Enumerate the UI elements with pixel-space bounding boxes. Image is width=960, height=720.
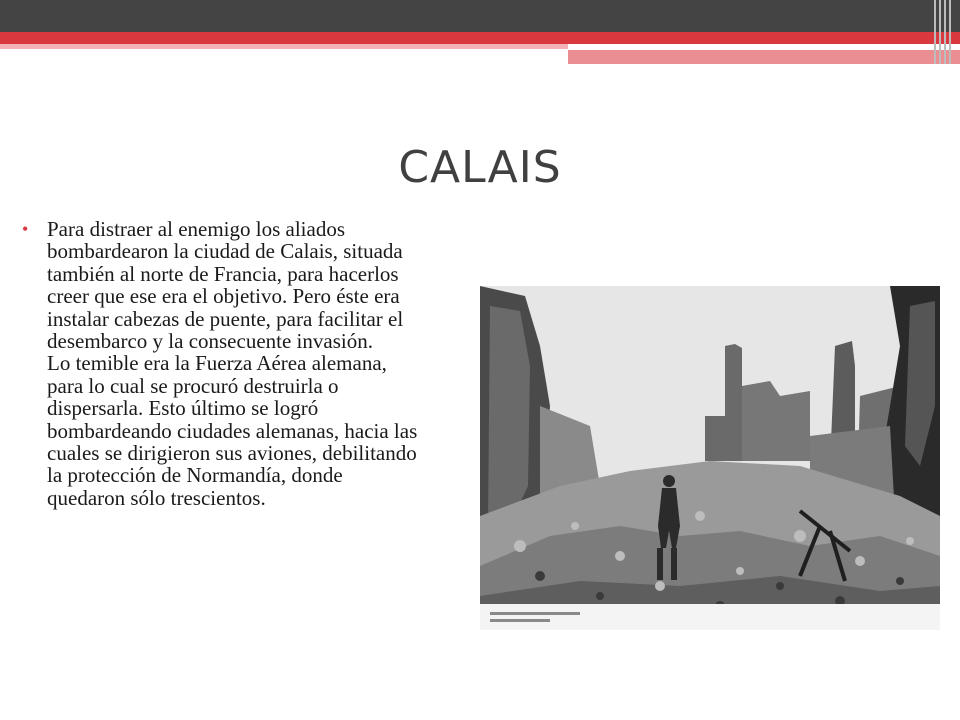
bullet-list [22,218,422,509]
slide-title: CALAIS [398,142,562,193]
header-bar [0,0,960,32]
ruins-photo-image [480,286,940,630]
header-accent-bar [0,32,960,44]
header-light-bar [0,44,568,49]
bullet-icon: • [22,219,29,239]
bullet-text: Para distraer al enemigo los aliados bombardearon la ciudad de Calais, situada también al norte de Francia, para hacerlos creer que ese era el objetivo. Pero éste era instalar cabezas de puente, para facilitar el desembarco y la consecuente invasión. Lo temible era la Fuerza Aérea alemana, para lo cual se procuró destruirla o dispersarla. Esto último se logró bombardeando ciudades alemanas, hacia las cuales se dirigieron sus aviones, debilitando la protección de Normandía, donde quedaron sólo trescientos. [47,217,418,510]
photo-caption-strip [480,604,940,630]
header-pink-bar [568,50,960,64]
header-stripes [934,0,954,64]
ruins-photo [480,286,940,630]
